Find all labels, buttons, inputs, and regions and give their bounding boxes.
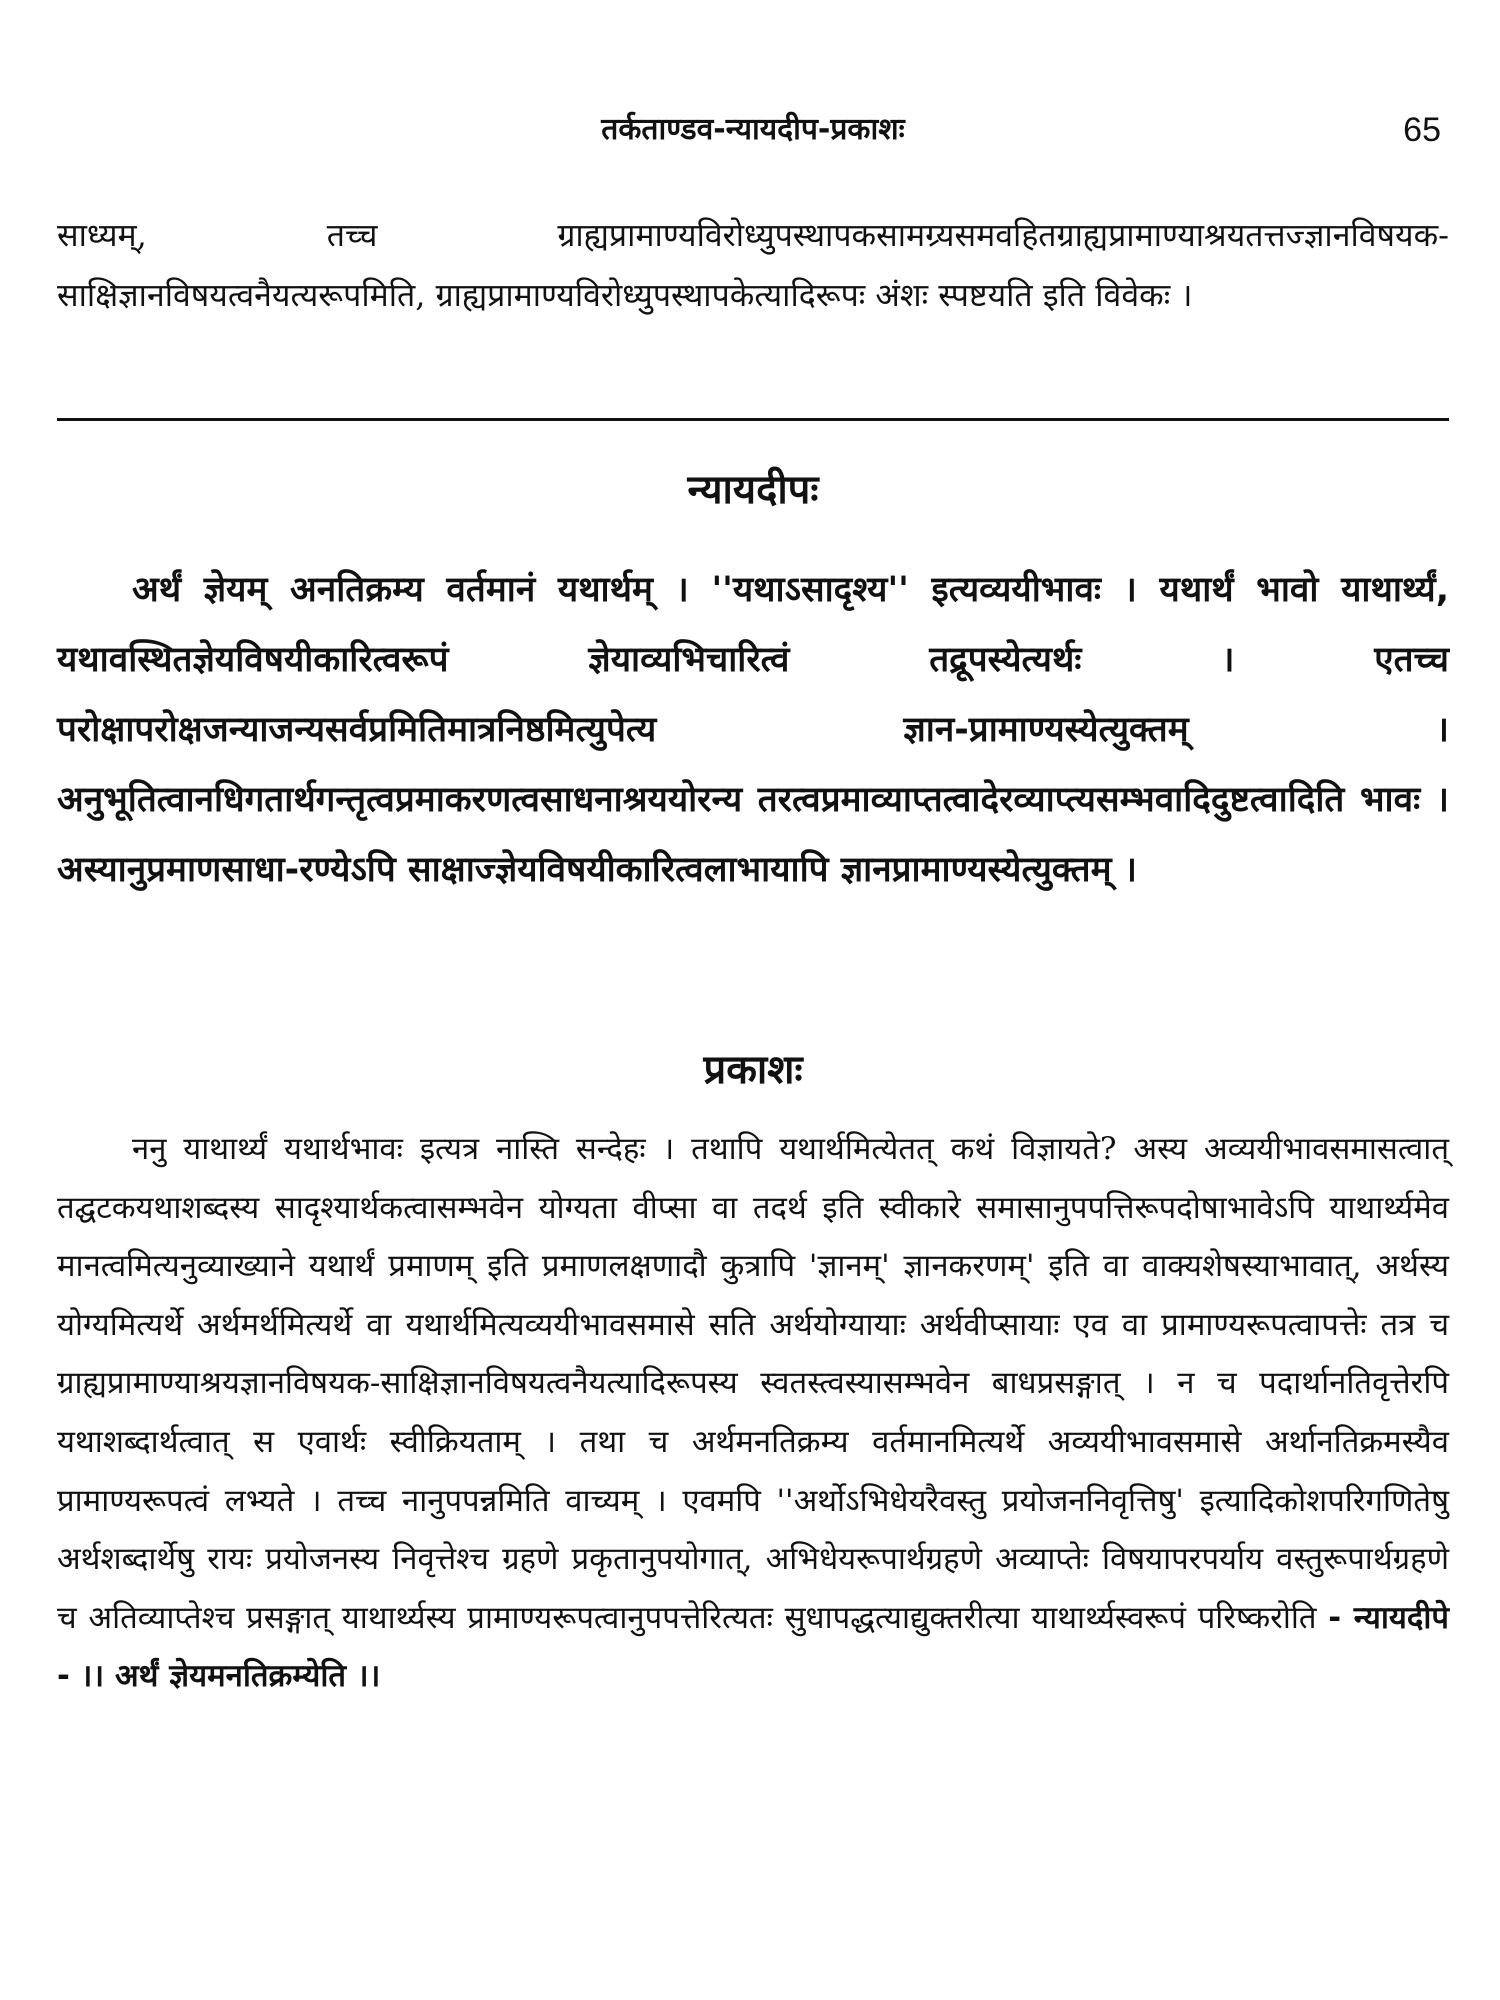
running-header bbox=[57, 108, 1449, 152]
page-number: 65 bbox=[1403, 111, 1441, 149]
document-page bbox=[57, 0, 1449, 2000]
nyayadipa-heading: न्यायदीपः bbox=[687, 467, 819, 513]
prakasha-closing-citation: - न्यायदीपे - ।। अर्थं ज्ञेयमनतिक्रम्येति ।। bbox=[57, 1599, 1450, 1695]
nyayadipa-text: अर्थं ज्ञेयम् अनतिक्रम्य वर्तमानं यथार्थम् । ''यथाऽसादृश्य'' इत्यव्ययीभावः । यथार्थं भावो याथार्थ्यं, यथावस्थितज्ञेयविषयीकारित्वरूपं ज्ञेयाव्यभिचारित्वं तद्रूपस्येत्यर्थः । एतच्च परोक्षापरोक्षजन्याजन्यसर्वप्रमितिमात्रनिष्ठमित्युपेत्य ज्ञान-प्रामाण्यस्येत्युक्तम् । अनुभूतित्वानधिगतार्थगन्तृत्वप्रमाकरणत्वसाधनाश्रययोरन्य तरत्वप्रमाव्याप्तत्वादेरव्याप्त्यसम्भवादिदुष्टत्वादिति भावः । अस्यानुप्रमाणसाधा-रण्येऽपि साक्षाज्ज्ञेयविषयीकारित्वलाभायापि ज्ञानप्रामाण्यस्येत्युक्तम् । bbox=[57, 570, 1449, 890]
prakasha-heading: प्रकाशः bbox=[703, 1047, 803, 1093]
prakasha-body: ननु याथार्थ्यं यथार्थभावः इत्यत्र नास्ति सन्देहः । तथापि यथार्थमित्येतत् कथं विज्ञायते? अस्य अव्ययीभावसमासत्वात् तद्घटकयथाशब्दस्य सादृश्यार्थकत्वासम्भवेन योग्यता वीप्सा वा तदर्थ इति स्वीकारे समासानुपपत्तिरूपदोषाभावेऽपि याथार्थ्यमेव मानत्वमित्यनुव्याख्याने यथार्थं प्रमाणम् इति प्रमाणलक्षणादौ कुत्रापि 'ज्ञानम्' ज्ञानकरणम्' इति वा वाक्यशेषस्याभावात्, अर्थस्य योग्यमित्यर्थे अर्थमर्थमित्यर्थे वा यथार्थमित्यव्ययीभावसमासे सति अर्थयोग्यायाः अर्थवीप्सायाः एव वा प्रामाण्यरूपत्वापत्तेः तत्र च ग्राह्यप्रामाण्याश्रयज्ञानविषयक-साक्षिज्ञानविषयत्वनैयत्यादिरूपस्य स्वतस्त्वस्यासम्भवेन बाधप्रसङ्गात् । न च पदार्थानतिवृत्तेरपि यथाशब्दार्थत्वात् स एवार्थः स्वीक्रियताम् । तथा च अर्थमनतिक्रम्य वर्तमानमित्यर्थे अव्ययीभावसमासे अर्थानतिक्रमस्यैव प्रामाण्यरूपत्वं लभ्यते । तच्च नानुपपन्नमिति वाच्यम् । एवमपि ''अर्थोऽभिधेयरैवस्तु प्रयोजननिवृत्तिषु' इत्यादिकोशपरिगणितेषु अर्थशब्दार्थेषु रायः प्रयोजनस्य निवृत्तेश्च ग्रहणे प्रकृतानुपयोगात्, अभिधेयरूपार्थग्रहणे अव्याप्तेः विषयापरपर्याय वस्तुरूपार्थग्रहणे च अतिव्याप्तेश्च प्रसङ्गात् याथार्थ्यस्य प्रामाण्यरूपत्वानुपपत्तेरित्यतः सुधापद्धत्याद्युक्तरीत्या याथार्थ्यस्वरूपं परिष्करोति bbox=[57, 1131, 1449, 1636]
continued-paragraph: साध्यम्, तच्च ग्राह्यप्रामाण्यविरोध्युपस्थापकसामग्र्यसमवहितग्राह्यप्रामाण्याश्रयतत्तज्ज्ञानविषयक-साक्षिज्ञानविषयत्वनैयत्यरूपमिति, ग्राह्यप्रामाण्यविरोध्युपस्थापकेत्यादिरूपः अंशः स्पष्टयति इति विवेकः । bbox=[57, 216, 1449, 314]
running-title: तर्कताण्डव-न्यायदीप-प्रकाशः bbox=[601, 112, 905, 147]
section-divider bbox=[57, 418, 1449, 421]
prakasha-text bbox=[57, 1120, 1449, 1706]
